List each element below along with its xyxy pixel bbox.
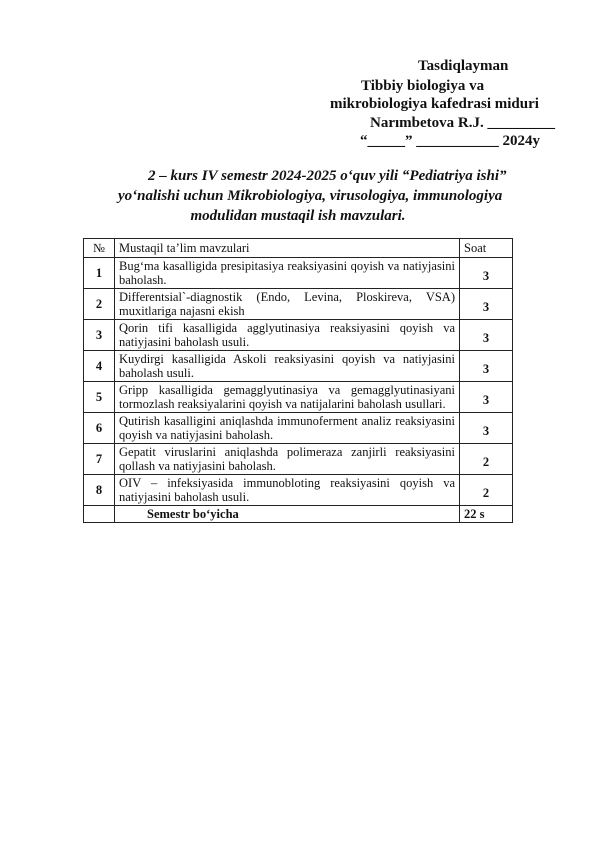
- approval-date-line: “_____” ___________ 2024y: [360, 133, 540, 149]
- row-topic: Gepatit viruslarini aniqlashda polimeraza zanjirli reaksiyasini qollash va natiyjasini baholash.: [115, 444, 460, 475]
- row-num: 3: [84, 320, 115, 351]
- row-num: 5: [84, 382, 115, 413]
- row-topic: Kuydirgi kasalligida Askoli reaksiyasini qoyish va natiyjasini baholash usuli.: [115, 351, 460, 382]
- table-row: [84, 258, 513, 289]
- row-num: 6: [84, 413, 115, 444]
- table-row: [84, 444, 513, 475]
- row-hours: 2: [460, 444, 513, 475]
- row-topic: Bug‘ma kasalligida presipitasiya reaksiyasini qoyish va natiyjasini baholash.: [115, 258, 460, 289]
- header-num: №: [84, 239, 115, 258]
- total-num-empty: [84, 506, 115, 523]
- row-num: 8: [84, 475, 115, 506]
- row-hours: 3: [460, 413, 513, 444]
- total-label: Semestr bo‘yicha: [115, 506, 460, 523]
- row-topic: OIV – infeksiyasida immunobloting reaksiyasini qoyish va natiyjasini baholash usuli.: [115, 475, 460, 506]
- table-total-row: [84, 506, 513, 523]
- topics-table: [83, 238, 513, 523]
- total-hours: 22 s: [460, 506, 513, 523]
- row-topic: Qorin tifi kasalligida agglyutinasiya reaksiyasini qoyish va natiyjasini baholash usuli.: [115, 320, 460, 351]
- row-topic: Differentsial`-diagnostik (Endo, Levina, Ploskireva, VSA) muxitlariga najasni ekish: [115, 289, 460, 320]
- row-num: 4: [84, 351, 115, 382]
- row-hours: 3: [460, 351, 513, 382]
- approval-line-1: Tasdiqlayman: [418, 58, 509, 74]
- row-hours: 3: [460, 258, 513, 289]
- row-topic: Qutirish kasalligini aniqlashda immunoferment analiz reaksiyasini qoyish va natiyjasini baholash.: [115, 413, 460, 444]
- row-topic: Gripp kasalligida gemagglyutinasiya va gemagglyutinasiyani tormozlash reaksiyalarini qoyish va natijalarini baholash usullari.: [115, 382, 460, 413]
- row-hours: 3: [460, 320, 513, 351]
- table-row: [84, 413, 513, 444]
- row-num: 7: [84, 444, 115, 475]
- row-hours: 2: [460, 475, 513, 506]
- table-row: [84, 320, 513, 351]
- row-num: 1: [84, 258, 115, 289]
- approval-line-3: mikrobiologiya kafedrasi miduri: [330, 96, 539, 112]
- table-row: [84, 475, 513, 506]
- table-row: [84, 289, 513, 320]
- document-title-line-1: 2 – kurs IV semestr 2024-2025 o‘quv yili “Pediatriya ishi”: [148, 168, 507, 184]
- table-row: [84, 382, 513, 413]
- row-hours: 3: [460, 382, 513, 413]
- header-hours: Soat: [460, 239, 513, 258]
- row-num: 2: [84, 289, 115, 320]
- approval-line-2: Tibbiy biologiya va: [361, 78, 485, 94]
- document-title-line-2: yo‘nalishi uchun Mikrobiologiya, virusologiya, immunologiya: [118, 188, 503, 204]
- row-hours: 3: [460, 289, 513, 320]
- header-topic: Mustaqil ta’lim mavzulari: [115, 239, 460, 258]
- approval-signature-line: Narımbetova R.J. _________: [370, 115, 555, 131]
- document-title-line-3: modulidan mustaqil ish mavzulari.: [190, 208, 406, 224]
- table-header-row: [84, 239, 513, 258]
- table-row: [84, 351, 513, 382]
